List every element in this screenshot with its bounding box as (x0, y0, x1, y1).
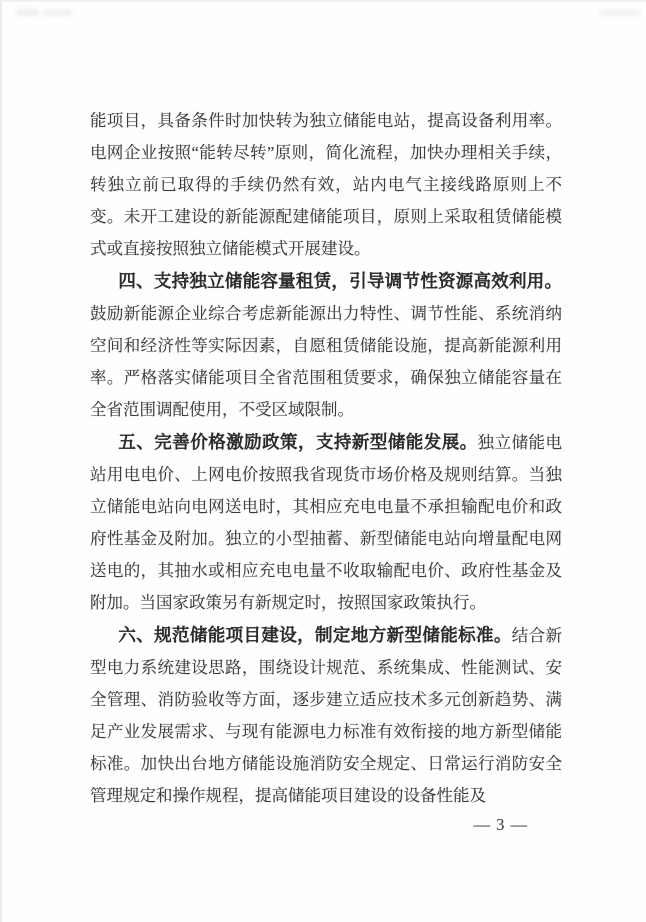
section-6-heading: 六、规范储能项目建设，制定地方新型储能标准。 (118, 625, 512, 645)
section-5-heading: 五、完善价格激励政策，支持新型储能发展。 (118, 432, 478, 452)
section-4-heading: 四、支持独立储能容量租赁，引导调节性资源高效利用。 (118, 271, 562, 291)
scan-artifact (15, 9, 39, 16)
paragraph-text: 结合新型电力系统建设思路，围绕设计规范、系统集成、性能测试、安全管理、消防验收等方面，逐步建立适应技术多元创新趋势、满足产业发展需求、与现有能源电力标准有效衔接的地方新型储能标准。加快出台地方储能设施消防安全规定、日常运行消防安全管理规定和操作规程，提高储能项目建设的设备性能及 (90, 626, 563, 805)
paragraph-text: 能项目，具备条件时加快转为独立储能电站，提高设备利用率。电网企业按照“能转尽转”原则，简化流程，加快办理相关手续，转独立前已取得的手续仍然有效，站内电气主接线路原则上不变。未开工建设的新能源配建储能项目，原则上采取租赁储能模式或直接按照独立储能模式开展建设。 (90, 111, 562, 258)
paragraph-text: 独立储能电站用电电价、上网电价按照我省现货市场价格及规则结算。当独立储能电站向电网送电时，其相应充电电量不承担输配电价和政府性基金及附加。独立的小型抽蓄、新型储能电站向增量配电网送电的，其抽水或相应充电电量不收取输配电价、政府性基金及附加。当国家政策另有新规定时，按照国家政策执行。 (90, 433, 563, 612)
scan-artifact (599, 10, 641, 15)
page-number: — 3 — (473, 815, 528, 834)
scan-artifact (44, 10, 72, 16)
section-4-paragraph (90, 265, 562, 426)
page-footer (474, 814, 529, 836)
paragraph-text: 鼓励新能源企业综合考虑新能源出力特性、调节性能、系统消纳空间和经济性等实际因素，自愿租赁储能设施，提高新能源利用率。严格落实储能项目全省范围租赁要求，确保独立储能容量在全省范围调配使用，不受区域限制。 (90, 304, 562, 419)
document-body (90, 105, 562, 812)
section-6-paragraph (90, 619, 562, 812)
paragraph-continuation (90, 105, 562, 265)
section-5-paragraph (90, 426, 562, 619)
